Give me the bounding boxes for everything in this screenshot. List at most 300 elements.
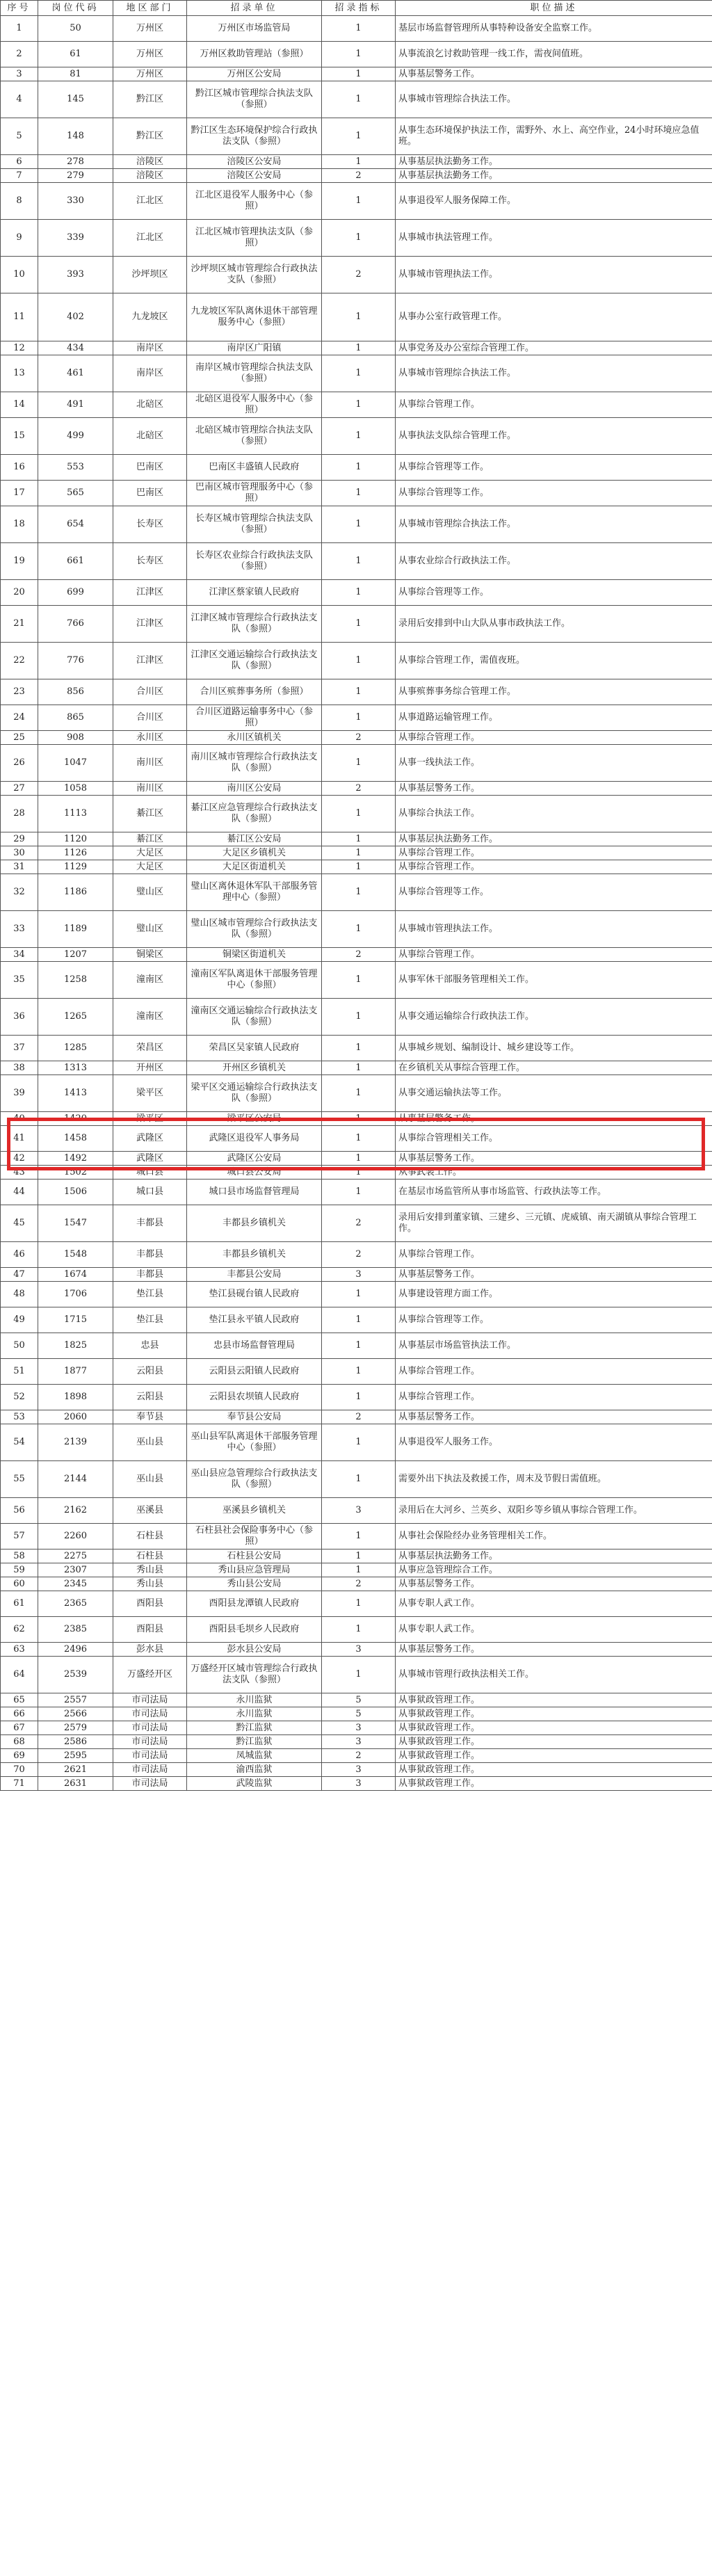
table-row [1,418,712,455]
position-code-cell: 1877 [38,1359,113,1385]
table-row [1,1152,712,1166]
hiring-unit-cell: 沙坪坝区城市管理综合行政执法支队（参照） [187,257,322,293]
hiring-unit-cell: 梁平区交通运输综合行政执法支队（参照） [187,1075,322,1112]
region-cell: 秀山县 [113,1577,187,1591]
hiring-unit-cell: 巫山县应急管理综合行政执法支队（参照） [187,1461,322,1498]
table-row [1,1333,712,1359]
hiring-unit-cell: 涪陵区公安局 [187,155,322,169]
quota-cell: 1 [322,1075,396,1112]
region-cell: 市司法局 [113,1749,187,1763]
row-no-cell: 3 [1,67,38,81]
quota-cell: 5 [322,1693,396,1707]
hiring-unit-cell: 丰都县公安局 [187,1268,322,1282]
quota-cell: 1 [322,506,396,543]
quota-cell: 1 [322,155,396,169]
description-cell: 从事基层警务工作。 [396,1112,712,1126]
position-code-cell: 1706 [38,1282,113,1307]
region-cell: 永川区 [113,731,187,745]
hiring-unit-cell: 石柱县社会保险事务中心（参照） [187,1524,322,1549]
quota-cell: 1 [322,860,396,874]
quota-cell: 1 [322,1036,396,1061]
description-cell: 从事执法支队综合管理工作。 [396,418,712,455]
table-row [1,1242,712,1268]
region-cell: 忠县 [113,1333,187,1359]
position-code-cell: 2385 [38,1617,113,1643]
description-cell: 从事殡葬事务综合管理工作。 [396,679,712,705]
region-cell: 万州区 [113,16,187,42]
quota-cell: 2 [322,948,396,962]
row-no-cell: 30 [1,846,38,860]
hiring-unit-cell: 黔江监狱 [187,1721,322,1735]
region-cell: 城口县 [113,1180,187,1205]
quota-cell: 1 [322,1563,396,1577]
quota-cell: 1 [322,418,396,455]
position-code-cell: 1265 [38,999,113,1036]
hiring-unit-cell: 铜梁区街道机关 [187,948,322,962]
row-no-cell: 54 [1,1424,38,1461]
table-row [1,1112,712,1126]
description-cell: 从事基层警务工作。 [396,782,712,796]
row-no-cell: 71 [1,1777,38,1791]
region-cell: 铜梁区 [113,948,187,962]
region-cell: 巫溪县 [113,1498,187,1524]
hiring-unit-cell: 巴南区城市管理服务中心（参照） [187,481,322,506]
hiring-unit-cell: 九龙坡区军队离休退休干部管理服务中心（参照） [187,293,322,341]
quota-cell: 1 [322,1307,396,1333]
row-no-cell: 63 [1,1643,38,1657]
position-code-cell: 1715 [38,1307,113,1333]
row-no-cell: 46 [1,1242,38,1268]
description-cell: 从事交通运输综合行政执法工作。 [396,999,712,1036]
quota-cell: 3 [322,1763,396,1777]
region-cell: 江津区 [113,606,187,643]
region-cell: 北碚区 [113,392,187,418]
table-row [1,16,712,42]
table-row [1,846,712,860]
quota-cell: 1 [322,67,396,81]
hiring-unit-cell: 江津区城市管理综合行政执法支队（参照） [187,606,322,643]
position-code-cell: 2595 [38,1749,113,1763]
quota-cell: 1 [322,999,396,1036]
description-cell: 从事综合管理工作。 [396,392,712,418]
description-cell: 从事基层执法勤务工作。 [396,832,712,846]
hiring-unit-cell: 彭水县公安局 [187,1643,322,1657]
description-cell: 从事综合管理工作。 [396,731,712,745]
row-no-cell: 1 [1,16,38,42]
region-cell: 石柱县 [113,1524,187,1549]
position-code-cell: 2496 [38,1643,113,1657]
description-cell: 从事党务及办公室综合管理工作。 [396,341,712,355]
row-no-cell: 55 [1,1461,38,1498]
row-no-cell: 69 [1,1749,38,1763]
table-row [1,1777,712,1791]
hiring-unit-cell: 万州区公安局 [187,67,322,81]
position-code-cell: 1413 [38,1075,113,1112]
table-row [1,1180,712,1205]
position-code-cell: 776 [38,643,113,679]
quota-cell: 2 [322,1577,396,1591]
table-row [1,67,712,81]
position-code-cell: 2557 [38,1693,113,1707]
table-row [1,1721,712,1735]
region-cell: 市司法局 [113,1707,187,1721]
hiring-unit-cell: 奉节县公安局 [187,1410,322,1424]
table-row [1,745,712,782]
row-no-cell: 34 [1,948,38,962]
hiring-unit-cell: 永川区镇机关 [187,731,322,745]
description-cell: 从事城市管理综合执法工作。 [396,506,712,543]
description-cell: 从事狱政管理工作。 [396,1707,712,1721]
table-row [1,1424,712,1461]
position-code-cell: 148 [38,118,113,155]
table-row [1,948,712,962]
hiring-unit-cell: 黔江区城市管理综合执法支队（参照） [187,81,322,118]
row-no-cell: 18 [1,506,38,543]
quota-cell: 3 [322,1721,396,1735]
position-code-cell: 856 [38,679,113,705]
hiring-unit-cell: 永川监狱 [187,1693,322,1707]
description-cell: 基层市场监督管理所从事特种设备安全监察工作。 [396,16,712,42]
position-code-cell: 1548 [38,1242,113,1268]
description-cell: 从事城市管理执法工作。 [396,911,712,948]
table-row [1,1749,712,1763]
description-cell: 从事城市管理行政执法相关工作。 [396,1657,712,1693]
row-no-cell: 12 [1,341,38,355]
region-cell: 潼南区 [113,962,187,999]
header-row [1,1,712,16]
description-cell: 从事建设管理方面工作。 [396,1282,712,1307]
hiring-unit-cell: 江北区退役军人服务中心（参照） [187,183,322,220]
region-cell: 大足区 [113,846,187,860]
table-row [1,341,712,355]
row-no-cell: 60 [1,1577,38,1591]
table-row [1,155,712,169]
position-code-cell: 2275 [38,1549,113,1563]
hiring-unit-cell: 巫山县军队离退休干部服务管理中心（参照） [187,1424,322,1461]
row-no-cell: 16 [1,455,38,481]
description-cell: 从事综合管理工作。 [396,1359,712,1385]
hiring-unit-cell: 秀山县应急管理局 [187,1563,322,1577]
region-cell: 巴南区 [113,455,187,481]
row-no-cell: 38 [1,1061,38,1075]
table-row [1,860,712,874]
header-code: 岗位代码 [38,1,113,16]
description-cell: 从事基层警务工作。 [396,67,712,81]
quota-cell: 5 [322,1707,396,1721]
hiring-unit-cell: 忠县市场监督管理局 [187,1333,322,1359]
hiring-unit-cell: 渝西监狱 [187,1763,322,1777]
quota-cell: 1 [322,392,396,418]
row-no-cell: 13 [1,355,38,392]
table-row [1,1549,712,1563]
table-row [1,81,712,118]
quota-cell: 1 [322,1385,396,1410]
table-row [1,543,712,580]
quota-cell: 1 [322,1591,396,1617]
position-code-cell: 1126 [38,846,113,860]
hiring-unit-cell: 南川区公安局 [187,782,322,796]
position-code-cell: 2060 [38,1410,113,1424]
description-cell: 从事基层执法勤务工作。 [396,169,712,183]
header-region: 地区部门 [113,1,187,16]
region-cell: 城口县 [113,1166,187,1180]
quota-cell: 3 [322,1777,396,1791]
position-code-cell: 1674 [38,1268,113,1282]
row-no-cell: 2 [1,42,38,67]
row-no-cell: 68 [1,1735,38,1749]
table-body [1,16,712,1791]
position-code-cell: 393 [38,257,113,293]
description-cell: 从事综合管理工作。 [396,1242,712,1268]
row-no-cell: 67 [1,1721,38,1735]
description-cell: 从事综合管理等工作。 [396,580,712,606]
description-cell: 从事狱政管理工作。 [396,1777,712,1791]
header-no: 序号 [1,1,38,16]
hiring-unit-cell: 江津区蔡家镇人民政府 [187,580,322,606]
description-cell: 录用后安排到中山大队从事市政执法工作。 [396,606,712,643]
position-code-cell: 2144 [38,1461,113,1498]
position-code-cell: 2365 [38,1591,113,1617]
table-row [1,1410,712,1424]
region-cell: 长寿区 [113,543,187,580]
description-cell: 从事退役军人服务保障工作。 [396,183,712,220]
hiring-unit-cell: 潼南区军队离退休干部服务管理中心（参照） [187,962,322,999]
position-code-cell: 1285 [38,1036,113,1061]
row-no-cell: 50 [1,1333,38,1359]
quota-cell: 2 [322,257,396,293]
region-cell: 南岸区 [113,341,187,355]
region-cell: 市司法局 [113,1693,187,1707]
hiring-unit-cell: 云阳县农坝镇人民政府 [187,1385,322,1410]
row-no-cell: 26 [1,745,38,782]
row-no-cell: 44 [1,1180,38,1205]
region-cell: 万州区 [113,42,187,67]
hiring-unit-cell: 云阳县云阳镇人民政府 [187,1359,322,1385]
table-row [1,293,712,341]
hiring-unit-cell: 酉阳县毛坝乡人民政府 [187,1617,322,1643]
hiring-unit-cell: 黔江监狱 [187,1735,322,1749]
hiring-unit-cell: 万州区市场监管局 [187,16,322,42]
table-row [1,1763,712,1777]
region-cell: 酉阳县 [113,1591,187,1617]
description-cell: 从事应急管理综合工作。 [396,1563,712,1577]
region-cell: 云阳县 [113,1359,187,1385]
description-cell: 从事交通运输执法等工作。 [396,1075,712,1112]
row-no-cell: 52 [1,1385,38,1410]
quota-cell: 1 [322,643,396,679]
position-code-cell: 2566 [38,1707,113,1721]
quota-cell: 1 [322,796,396,832]
table-row [1,1166,712,1180]
description-cell: 从事综合管理等工作。 [396,455,712,481]
position-code-cell: 1547 [38,1205,113,1242]
quota-cell: 1 [322,1359,396,1385]
position-code-cell: 2621 [38,1763,113,1777]
hiring-unit-cell: 万盛经开区城市管理综合行政执法支队（参照） [187,1657,322,1693]
table-row [1,999,712,1036]
description-cell: 从事综合管理等工作。 [396,481,712,506]
position-code-cell: 1492 [38,1152,113,1166]
quota-cell: 3 [322,1268,396,1282]
region-cell: 涪陵区 [113,155,187,169]
table-row [1,1657,712,1693]
position-code-cell: 1113 [38,796,113,832]
hiring-unit-cell: 綦江区应急管理综合行政执法支队（参照） [187,796,322,832]
description-cell: 录用后安排到董家镇、三建乡、三元镇、虎威镇、南天湖镇从事综合管理工作。 [396,1205,712,1242]
description-cell: 从事基层警务工作。 [396,1643,712,1657]
description-cell: 从事城市执法管理工作。 [396,220,712,257]
hiring-unit-cell: 丰都县乡镇机关 [187,1242,322,1268]
description-cell: 从事道路运输管理工作。 [396,705,712,731]
quota-cell: 1 [322,1152,396,1166]
region-cell: 北碚区 [113,418,187,455]
hiring-unit-cell: 垫江县砚台镇人民政府 [187,1282,322,1307]
row-no-cell: 7 [1,169,38,183]
region-cell: 奉节县 [113,1410,187,1424]
region-cell: 市司法局 [113,1763,187,1777]
quota-cell: 1 [322,874,396,911]
region-cell: 梁平区 [113,1112,187,1126]
hiring-unit-cell: 城口县市场监督管理局 [187,1180,322,1205]
quota-cell: 1 [322,1461,396,1498]
description-cell: 从事综合管理工作。 [396,860,712,874]
description-cell: 在基层市场监管所从事市场监管、行政执法等工作。 [396,1180,712,1205]
position-code-cell: 1120 [38,832,113,846]
position-code-cell: 865 [38,705,113,731]
description-cell: 从事办公室行政管理工作。 [396,293,712,341]
quota-cell: 1 [322,580,396,606]
description-cell: 从事城市管理综合执法工作。 [396,355,712,392]
quota-cell: 2 [322,1205,396,1242]
hiring-unit-cell: 南岸区城市管理综合执法支队（参照） [187,355,322,392]
position-code-cell: 1313 [38,1061,113,1075]
position-code-cell: 145 [38,81,113,118]
quota-cell: 1 [322,1180,396,1205]
table-row [1,731,712,745]
region-cell: 长寿区 [113,506,187,543]
table-row [1,506,712,543]
row-no-cell: 5 [1,118,38,155]
header-desc: 职位描述 [396,1,712,16]
quota-cell: 1 [322,293,396,341]
description-cell: 从事基层执法勤务工作。 [396,155,712,169]
region-cell: 开州区 [113,1061,187,1075]
quota-cell: 2 [322,169,396,183]
position-code-cell: 1898 [38,1385,113,1410]
row-no-cell: 64 [1,1657,38,1693]
region-cell: 丰都县 [113,1268,187,1282]
table-row [1,782,712,796]
region-cell: 江津区 [113,580,187,606]
region-cell: 市司法局 [113,1721,187,1735]
table-row [1,796,712,832]
position-code-cell: 339 [38,220,113,257]
position-code-cell: 2539 [38,1657,113,1693]
row-no-cell: 51 [1,1359,38,1385]
description-cell: 需要外出下执法及救援工作，周末及节假日需值班。 [396,1461,712,1498]
quota-cell: 1 [322,341,396,355]
hiring-unit-cell: 北碚区城市管理综合执法支队（参照） [187,418,322,455]
table-row [1,355,712,392]
quota-cell: 2 [322,1242,396,1268]
region-cell: 万州区 [113,67,187,81]
region-cell: 合川区 [113,679,187,705]
row-no-cell: 9 [1,220,38,257]
position-code-cell: 2139 [38,1424,113,1461]
table-row [1,257,712,293]
region-cell: 巫山县 [113,1461,187,1498]
row-no-cell: 19 [1,543,38,580]
position-code-cell: 491 [38,392,113,418]
row-no-cell: 45 [1,1205,38,1242]
region-cell: 綦江区 [113,832,187,846]
table-row [1,455,712,481]
hiring-unit-cell: 合川区道路运输事务中心（参照） [187,705,322,731]
position-code-cell: 2162 [38,1498,113,1524]
hiring-unit-cell: 凤城监狱 [187,1749,322,1763]
description-cell: 从事狱政管理工作。 [396,1735,712,1749]
description-cell: 从事生态环境保护执法工作，需野外、水上、高空作业，24小时环境应急值班。 [396,118,712,155]
row-no-cell: 29 [1,832,38,846]
hiring-unit-cell: 綦江区公安局 [187,832,322,846]
position-code-cell: 1186 [38,874,113,911]
quota-cell: 1 [322,911,396,948]
position-code-cell: 766 [38,606,113,643]
quota-cell: 1 [322,16,396,42]
quota-cell: 1 [322,118,396,155]
hiring-unit-cell: 合川区殡葬事务所（参照） [187,679,322,705]
hiring-unit-cell: 武隆区公安局 [187,1152,322,1166]
row-no-cell: 61 [1,1591,38,1617]
position-code-cell: 2307 [38,1563,113,1577]
table-row [1,643,712,679]
region-cell: 武隆区 [113,1152,187,1166]
table-row [1,1735,712,1749]
region-cell: 南岸区 [113,355,187,392]
description-cell: 从事综合管理工作。 [396,1385,712,1410]
hiring-unit-cell: 荣昌区吴家镇人民政府 [187,1036,322,1061]
region-cell: 丰都县 [113,1205,187,1242]
position-code-cell: 2260 [38,1524,113,1549]
description-cell: 从事军休干部服务管理相关工作。 [396,962,712,999]
row-no-cell: 48 [1,1282,38,1307]
row-no-cell: 21 [1,606,38,643]
row-no-cell: 6 [1,155,38,169]
region-cell: 沙坪坝区 [113,257,187,293]
description-cell: 从事退役军人服务工作。 [396,1424,712,1461]
table-row [1,832,712,846]
quota-cell: 1 [322,962,396,999]
description-cell: 从事流浪乞讨救助管理一线工作，需夜间值班。 [396,42,712,67]
row-no-cell: 65 [1,1693,38,1707]
hiring-unit-cell: 城口县公安局 [187,1166,322,1180]
row-no-cell: 22 [1,643,38,679]
position-code-cell: 2579 [38,1721,113,1735]
row-no-cell: 49 [1,1307,38,1333]
hiring-unit-cell: 大足区街道机关 [187,860,322,874]
description-cell: 从事一线执法工作。 [396,745,712,782]
region-cell: 彭水县 [113,1643,187,1657]
position-code-cell: 553 [38,455,113,481]
table-row [1,1524,712,1549]
row-no-cell: 15 [1,418,38,455]
position-code-cell: 565 [38,481,113,506]
row-no-cell: 14 [1,392,38,418]
row-no-cell: 39 [1,1075,38,1112]
quota-cell: 2 [322,1749,396,1763]
row-no-cell: 24 [1,705,38,731]
description-cell: 在乡镇机关从事综合管理工作。 [396,1061,712,1075]
